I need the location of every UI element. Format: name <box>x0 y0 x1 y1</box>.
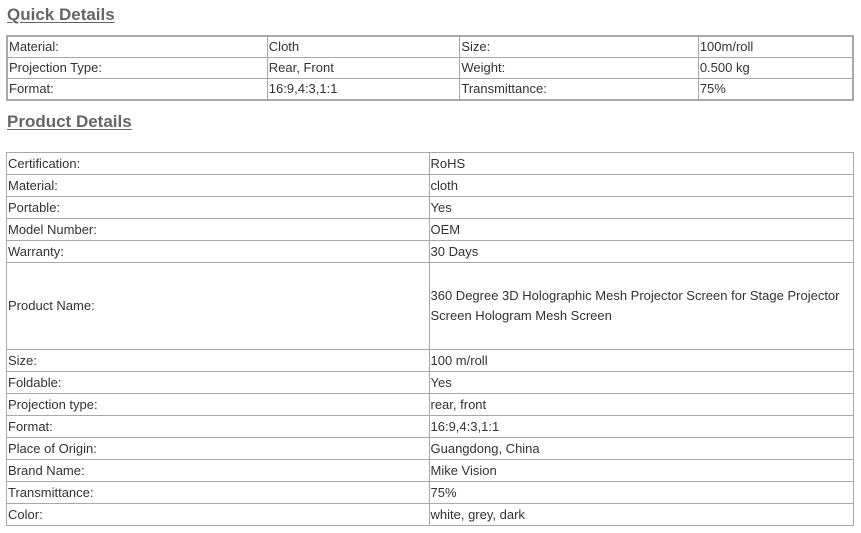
table-row <box>7 219 854 241</box>
spec-value: OEM <box>429 219 854 241</box>
spec-value: 16:9,4:3,1:1 <box>267 79 460 101</box>
table-row <box>7 350 854 372</box>
spec-label: Brand Name: <box>7 460 430 482</box>
spec-value: Mike Vision <box>429 460 854 482</box>
spec-label: Material: <box>7 175 430 197</box>
spec-value: 30 Days <box>429 241 854 263</box>
spec-label: Place of Origin: <box>7 438 430 460</box>
spec-label: Warranty: <box>7 241 430 263</box>
table-row <box>7 263 854 350</box>
spec-value: 0.500 kg <box>698 58 853 79</box>
spec-label: Size: <box>7 350 430 372</box>
table-row <box>7 438 854 460</box>
spec-label: Material: <box>7 36 267 58</box>
spec-value: 16:9,4:3,1:1 <box>429 416 854 438</box>
spec-value: Yes <box>429 197 854 219</box>
spec-label: Projection Type: <box>7 58 267 79</box>
spec-label: Format: <box>7 79 267 101</box>
table-row <box>7 416 854 438</box>
product-details-table <box>6 152 854 526</box>
table-row <box>7 482 854 504</box>
spec-label: Transmittance: <box>460 79 698 101</box>
table-row <box>7 394 854 416</box>
table-row <box>7 58 853 79</box>
quick-details-table <box>6 35 854 101</box>
table-row <box>7 79 853 101</box>
spec-value: white, grey, dark <box>429 504 854 526</box>
spec-value: 100 m/roll <box>429 350 854 372</box>
table-row <box>7 175 854 197</box>
spec-label: Format: <box>7 416 430 438</box>
spec-label: Transmittance: <box>7 482 430 504</box>
spec-value: Rear, Front <box>267 58 460 79</box>
spec-label: Projection type: <box>7 394 430 416</box>
spec-value: RoHS <box>429 153 854 175</box>
table-row <box>7 372 854 394</box>
table-row <box>7 460 854 482</box>
spec-value: cloth <box>429 175 854 197</box>
spec-label: Model Number: <box>7 219 430 241</box>
spec-label: Portable: <box>7 197 430 219</box>
spec-label: Certification: <box>7 153 430 175</box>
spec-value: rear, front <box>429 394 854 416</box>
spec-label: Product Name: <box>7 263 430 350</box>
table-row <box>7 241 854 263</box>
table-row <box>7 197 854 219</box>
spec-value: Guangdong, China <box>429 438 854 460</box>
spec-value: 75% <box>429 482 854 504</box>
table-row <box>7 153 854 175</box>
spec-label: Color: <box>7 504 430 526</box>
spec-value: Yes <box>429 372 854 394</box>
spec-label: Foldable: <box>7 372 430 394</box>
product-details-heading: Product Details <box>7 112 132 131</box>
table-row <box>7 504 854 526</box>
quick-details-heading: Quick Details <box>7 5 115 24</box>
spec-value: 100m/roll <box>698 36 853 58</box>
spec-label: Size: <box>460 36 698 58</box>
table-row <box>7 36 853 58</box>
spec-label: Weight: <box>460 58 698 79</box>
spec-value: 360 Degree 3D Holographic Mesh Projector Screen for Stage Projector Screen Hologram Mesh Screen <box>429 263 854 350</box>
spec-value: Cloth <box>267 36 460 58</box>
spec-value: 75% <box>698 79 853 101</box>
